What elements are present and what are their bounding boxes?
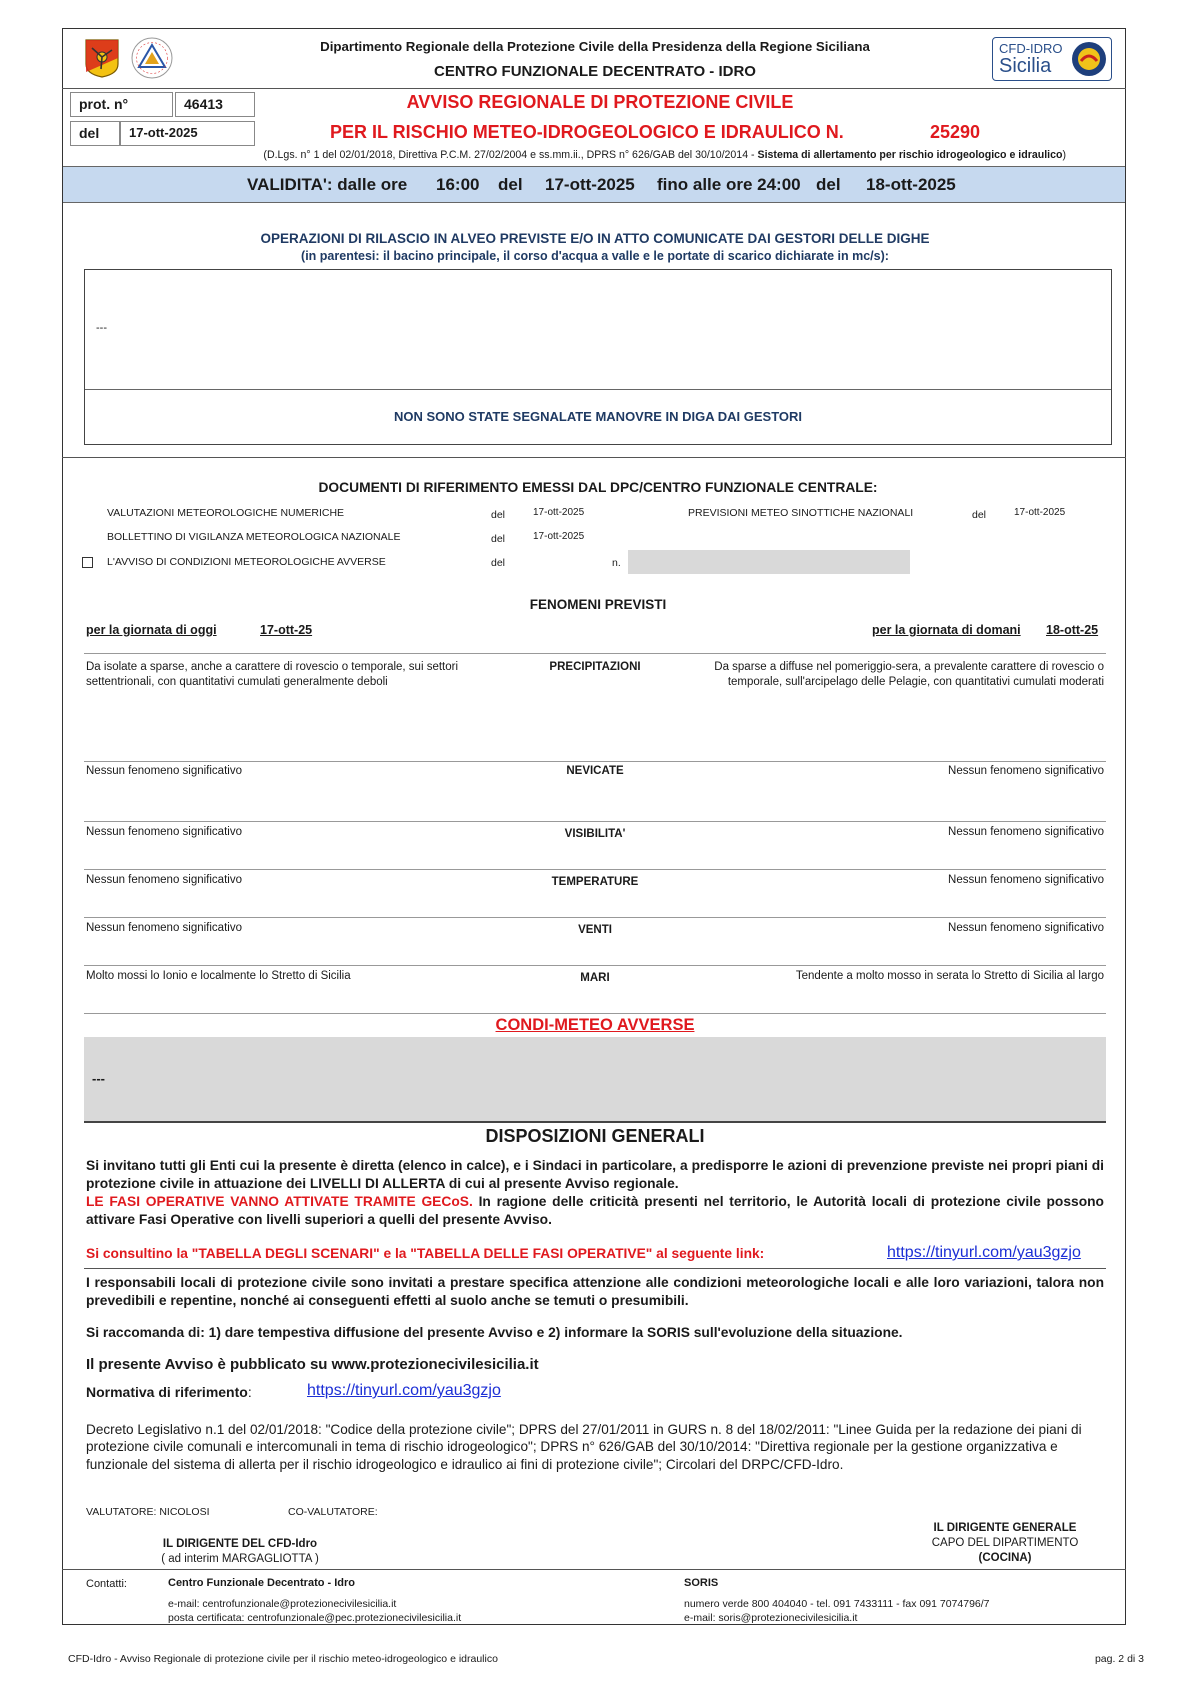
- doc-avviso-avverse-field: [628, 550, 910, 574]
- cfd-idro-logo: [992, 37, 1112, 81]
- soris-contact-name: SORIS: [684, 1577, 719, 1589]
- prot-label: prot. n°: [70, 92, 173, 117]
- temperature-tomorrow: Nessun fenomeno significativo: [948, 874, 1104, 886]
- legal-reference-text: (D.Lgs. n° 1 del 02/01/2018, Direttiva P.C.M. 27/02/2004 e ss.mm.ii., DPRS n° 626/GAB del 30/10/2014 -: [263, 149, 758, 161]
- contacts-label: Contatti:: [86, 1578, 127, 1590]
- cfd-contact-pec[interactable]: posta certificata: centrofunzionale@pec.protezionecivilesicilia.it: [168, 1612, 462, 1624]
- dams-content: ---: [96, 322, 107, 334]
- dams-subtitle: (in parentesi: il bacino principale, il corso d'acqua a valle e le portate di scarico dichiarate in mc/s):: [301, 249, 889, 263]
- centre-name: CENTRO FUNZIONALE DECENTRATO - IDRO: [434, 63, 756, 80]
- visibilita-today: Nessun fenomeno significativo: [86, 826, 242, 838]
- docs-title: DOCUMENTI DI RIFERIMENTO EMESSI DAL DPC/CENTRO FUNZIONALE CENTRALE:: [318, 480, 878, 495]
- decreto-text: Decreto Legislativo n.1 del 02/01/2018: "Codice della protezione civile"; DPRS del 27/01/2011 in GURS n. 8 del 18/02/2011: "Linee Guida per la redazione dei piani di protezione civile comunali e intercomunali in tema di rischio idrogeologico"; DPRS n° 626/GAB del 30/10/2014: "Direttiva regionale per la gestione organizzativa e funzionale del sistema di allerta per il rischio idrogeologico e idraulico ai fini di protezione civile"; Circolari del DRPC/CFD-Idro.: [86, 1422, 1082, 1472]
- mari-today: Molto mossi lo Ionio e localmente lo Stretto di Sicilia: [86, 970, 351, 982]
- mari-tomorrow: Tendente a molto mosso in serata lo Stretto di Sicilia al largo: [795, 970, 1104, 982]
- dirigente-generale-name: (COCINA): [978, 1552, 1032, 1564]
- validity-to-date: 18-ott-2025: [866, 175, 956, 194]
- precipitazioni-label: PRECIPITAZIONI: [549, 661, 641, 673]
- precipitazioni-today: Da isolate a sparse, anche a carattere di rovescio o temporale, sui settori settentrionali, con quantitativi cumulati generalmente deboli: [86, 661, 459, 688]
- doc-avviso-avverse-del: del: [491, 557, 506, 569]
- dams-note: NON SONO STATE SEGNALATE MANOVRE IN DIGA DAI GESTORI: [393, 409, 803, 424]
- legal-reference-bold: Sistema di allertamento per rischio idrogeologico e idraulico: [757, 149, 1063, 161]
- protezione-civile-logo: [130, 36, 174, 80]
- temperature-label: TEMPERATURE: [551, 876, 639, 888]
- validity-del-2: del: [816, 175, 841, 194]
- tomorrow-label: per la giornata di domani: [872, 623, 1021, 637]
- nevicate-tomorrow: Nessun fenomeno significativo: [948, 765, 1104, 777]
- temperature-today: Nessun fenomeno significativo: [86, 874, 242, 886]
- phenomena-title: FENOMENI PREVISTI: [529, 597, 667, 612]
- doc-valutazioni-del: del: [491, 509, 506, 521]
- dirigente-cfd-sub: ( ad interim MARGAGLIOTTA ): [161, 1553, 319, 1565]
- cfd-contact-name: Centro Funzionale Decentrato - Idro: [168, 1577, 356, 1589]
- cfd-contact-email[interactable]: e-mail: centrofunzionale@protezionecivilesicilia.it: [168, 1598, 397, 1610]
- co-valutatore: CO-VALUTATORE:: [288, 1506, 378, 1518]
- del-date: 17-ott-2025: [120, 121, 255, 146]
- legal-reference-close: ): [1062, 149, 1066, 161]
- today-date: 17-ott-25: [260, 623, 313, 637]
- soris-contact-email[interactable]: e-mail: soris@protezionecivilesicilia.it: [684, 1612, 858, 1624]
- doc-valutazioni-label: VALUTAZIONI METEOROLOGICHE NUMERICHE: [107, 507, 345, 519]
- avviso-title-1: AVVISO REGIONALE DI PROTEZIONE CIVILE: [406, 92, 794, 112]
- precipitazioni-tomorrow: Da sparse a diffuse nel pomeriggio-sera, a prevalente carattere di rovescio o temporale, sull'arcipelago delle Pelagie, con quantitativi cumulati moderati: [714, 661, 1104, 688]
- legal-reference: [86, 149, 1116, 161]
- fasi-operative-text: In ragione delle criticità presenti nel territorio, le Autorità locali di protezione civile possono attivare Fasi Operative con livelli superiori a quelli del presente Avviso.: [86, 1194, 1104, 1227]
- venti-label: VENTI: [578, 924, 612, 936]
- del-label: del: [70, 121, 120, 146]
- footer-title: CFD-Idro - Avviso Regionale di protezione civile per il rischio meteo-idrogeologico e idraulico: [68, 1653, 498, 1665]
- avviso-avverse-checkbox[interactable]: [82, 557, 93, 568]
- validity-until: fino alle ore 24:00: [657, 175, 801, 194]
- doc-avviso-avverse-label: L'AVVISO DI CONDIZIONI METEOROLOGICHE AVVERSE: [107, 556, 386, 568]
- page-number: pag. 2 di 3: [1094, 1653, 1144, 1665]
- disposizioni-p2: [86, 1193, 1104, 1228]
- dams-title: OPERAZIONI DI RILASCIO IN ALVEO PREVISTE E/O IN ATTO COMUNICATE DAI GESTORI DELLE DIGHE: [260, 231, 930, 246]
- normativa-label: Normativa di riferimento: [86, 1384, 248, 1400]
- nevicate-label: NEVICATE: [566, 765, 624, 777]
- doc-valutazioni-date: 17-ott-2025: [533, 507, 585, 518]
- disposizioni-p5: Il presente Avviso è pubblicato su www.protezionecivilesicilia.it: [86, 1356, 539, 1373]
- disposizioni-title: DISPOSIZIONI GENERALI: [485, 1126, 705, 1146]
- doc-bollettino-del: del: [491, 533, 506, 545]
- dirigente-cfd: IL DIRIGENTE DEL CFD-Idro: [162, 1538, 318, 1550]
- cfd-idro-emblem-icon: [1071, 41, 1107, 77]
- prot-number: 46413: [175, 92, 255, 117]
- nevicate-today: Nessun fenomeno significativo: [86, 765, 242, 777]
- normativa-row: [86, 1384, 252, 1400]
- cfd-idro-logo-text-top: CFD-IDRO: [999, 41, 1063, 56]
- dirigente-generale-sub: CAPO DEL DIPARTIMENTO: [931, 1537, 1079, 1549]
- normativa-colon: :: [247, 1384, 252, 1400]
- condimeteo-title: CONDI-METEO AVVERSE: [495, 1016, 695, 1034]
- soris-contact-phone: numero verde 800 404040 - tel. 091 7433111 - fax 091 7074796/7: [684, 1598, 990, 1610]
- scenari-link[interactable]: https://tinyurl.com/yau3gzjo: [887, 1244, 1081, 1261]
- validity-from-date: 17-ott-2025: [545, 175, 635, 194]
- condimeteo-content: ---: [92, 1071, 105, 1086]
- validity-from-time: 16:00: [436, 175, 480, 194]
- consult-text: Si consultino la "TABELLA DEGLI SCENARI" e la "TABELLA DELLE FASI OPERATIVE" al seguente link:: [86, 1246, 765, 1261]
- disposizioni-p4: Si raccomanda di: 1) dare tempestiva diffusione del presente Avviso e 2) informare la SORIS sull'evoluzione della situazione.: [86, 1325, 903, 1340]
- condimeteo-box: [84, 1037, 1106, 1121]
- doc-avviso-avverse-n: n.: [612, 557, 621, 569]
- visibilita-tomorrow: Nessun fenomeno significativo: [948, 826, 1104, 838]
- avviso-title-2: PER IL RISCHIO METEO-IDROGEOLOGICO E IDRAULICO N.: [330, 122, 844, 142]
- visibilita-label: VISIBILITA': [564, 828, 626, 840]
- doc-previsioni-date: 17-ott-2025: [1014, 507, 1066, 518]
- doc-previsioni-label: PREVISIONI METEO SINOTTICHE NAZIONALI: [688, 507, 914, 519]
- doc-bollettino-date: 17-ott-2025: [533, 531, 585, 542]
- doc-previsioni-del: del: [972, 509, 987, 521]
- tomorrow-date: 18-ott-25: [1046, 623, 1099, 637]
- sicily-logo: [84, 38, 120, 78]
- cfd-idro-logo-text-bottom: Sicilia: [999, 55, 1052, 77]
- validity-label: VALIDITA': dalle ore: [247, 175, 408, 194]
- disposizioni-p1: Si invitano tutti gli Enti cui la presente è diretta (elenco in calce), e i Sindaci in particolare, a predisporre le azioni di prevenzione previste nei propri piani di protezione civile in attuazione dei LIVELLI DI ALLERTA di cui al presente Avviso regionale.: [86, 1158, 1104, 1191]
- fasi-operative-warning: LE FASI OPERATIVE VANNO ATTIVATE TRAMITE GECoS.: [86, 1194, 473, 1209]
- avviso-number: 25290: [930, 122, 981, 142]
- venti-today: Nessun fenomeno significativo: [86, 922, 242, 934]
- doc-bollettino-label: BOLLETTINO DI VIGILANZA METEOROLOGICA NAZIONALE: [107, 531, 401, 543]
- department-name: Dipartimento Regionale della Protezione Civile della Presidenza della Regione Siciliana: [320, 39, 870, 54]
- disposizioni-p3: I responsabili locali di protezione civile sono invitati a prestare specifica attenzione alle condizioni meteorologiche locali e alle loro variazioni, talora non prevedibili e repentine, nonché ai conseguenti effetti al suolo anche se temuti o presumibili.: [86, 1275, 1104, 1308]
- normativa-link[interactable]: https://tinyurl.com/yau3gzjo: [307, 1382, 501, 1399]
- venti-tomorrow: Nessun fenomeno significativo: [948, 922, 1104, 934]
- today-label: per la giornata di oggi: [86, 623, 217, 637]
- validity-del-1: del: [498, 175, 523, 194]
- mari-label: MARI: [580, 972, 610, 984]
- dirigente-generale: IL DIRIGENTE GENERALE: [933, 1522, 1077, 1534]
- valutatore: VALUTATORE: NICOLOSI: [86, 1506, 210, 1518]
